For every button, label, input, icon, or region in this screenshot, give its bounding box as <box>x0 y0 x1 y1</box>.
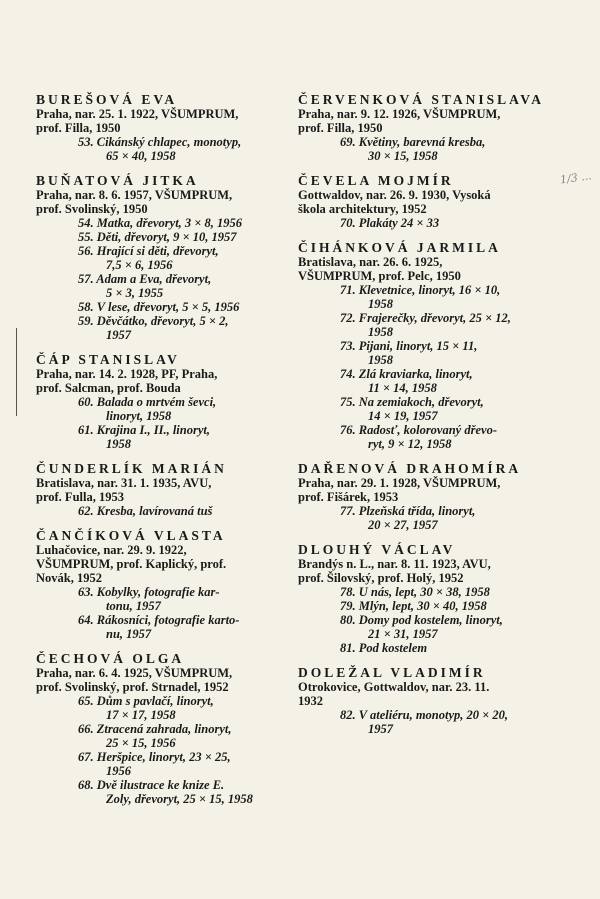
info-line: prof. Svolinský, 1950 <box>36 202 148 216</box>
artist-entry <box>298 173 568 230</box>
artist-name: DOLEŽAL VLADIMÍR <box>298 665 486 680</box>
info-line: prof. Šilovský, prof. Holý, 1952 <box>298 571 464 585</box>
info-line: Praha, nar. 25. 1. 1922, VŠUMPRUM, <box>36 107 239 121</box>
artist-name: ČERVENKOVÁ STANISLAVA <box>298 92 544 107</box>
work-line: 1958 <box>368 353 393 367</box>
works-list <box>340 216 568 230</box>
works-list <box>340 135 568 163</box>
work-line: 1956 <box>106 764 131 778</box>
work-line: linoryt, 1958 <box>106 409 172 423</box>
work-item <box>78 585 306 613</box>
work-item <box>78 244 306 272</box>
work-line: 63. Kobylky, fotografie kar- <box>78 585 220 599</box>
left-column <box>36 92 306 816</box>
work-line: 25 × 15, 1956 <box>106 736 176 750</box>
works-list <box>78 694 306 806</box>
work-line: tonu, 1957 <box>106 599 161 613</box>
artist-entry <box>36 528 306 641</box>
works-list <box>340 283 568 451</box>
work-item <box>340 423 568 451</box>
info-line: prof. Salcman, prof. Bouda <box>36 381 181 395</box>
work-line: 68. Dvě ilustrace ke knize E. <box>78 778 225 792</box>
work-item <box>78 135 306 163</box>
work-item <box>78 230 306 244</box>
info-line: 1932 <box>298 694 323 708</box>
info-line: Novák, 1952 <box>36 571 102 585</box>
info-line: prof. Svolinský, prof. Strnadel, 1952 <box>36 680 229 694</box>
handwritten-margin-note: 1/3 ... <box>559 169 593 187</box>
info-line: Praha, nar. 29. 1. 1928, VŠUMPRUM, <box>298 476 501 490</box>
work-line: 80. Domy pod kostelem, linoryt, <box>340 613 503 627</box>
right-column <box>298 92 568 746</box>
artist-name: DLOUHÝ VÁCLAV <box>298 542 456 557</box>
work-line: 65. Dům s pavlačí, linoryt, <box>78 694 214 708</box>
work-item <box>78 300 306 314</box>
work-line: 74. Zlá kraviarka, linoryt, <box>340 367 473 381</box>
work-line: 30 × 15, 1958 <box>368 149 438 163</box>
work-line: 73. Pijani, linoryt, 15 × 11, <box>340 339 478 353</box>
info-line: prof. Fulla, 1953 <box>36 490 124 504</box>
artist-entry <box>298 92 568 163</box>
work-line: 54. Matka, dřevoryt, 3 × 8, 1956 <box>78 216 243 230</box>
work-item <box>340 641 568 655</box>
artist-entry <box>298 461 568 532</box>
work-line: 66. Ztracená zahrada, linoryt, <box>78 722 232 736</box>
work-line: 78. U nás, lept, 30 × 38, 1958 <box>340 585 490 599</box>
artist-entry <box>36 352 306 451</box>
work-line: 1958 <box>106 437 131 451</box>
works-list <box>340 585 568 655</box>
work-line: 57. Adam a Eva, dřevoryt, <box>78 272 212 286</box>
info-line: Praha, nar. 9. 12. 1926, VŠUMPRUM, <box>298 107 501 121</box>
work-line: 11 × 14, 1958 <box>368 381 437 395</box>
work-item <box>340 367 568 395</box>
info-line: VŠUMPRUM, prof. Kaplický, prof. <box>36 557 227 571</box>
info-line: prof. Filla, 1950 <box>298 121 383 135</box>
info-line: Gottwaldov, nar. 26. 9. 1930, Vysoká <box>298 188 491 202</box>
work-item <box>78 504 306 518</box>
work-line: 72. Frajerečky, dřevoryt, 25 × 12, <box>340 311 511 325</box>
work-item <box>78 423 306 451</box>
artist-entry <box>36 173 306 342</box>
work-item <box>78 613 306 641</box>
info-line: Praha, nar. 14. 2. 1928, PF, Praha, <box>36 367 218 381</box>
artist-entry <box>298 665 568 736</box>
artist-info <box>36 476 306 504</box>
work-line: 82. V ateliéru, monotyp, 20 × 20, <box>340 708 509 722</box>
work-line: 67. Heršpice, linoryt, 23 × 25, <box>78 750 231 764</box>
work-line: 60. Balada o mrtvém ševci, <box>78 395 217 409</box>
work-line: 69. Květiny, barevná kresba, <box>340 135 486 149</box>
artist-name: ČANČÍKOVÁ VLASTA <box>36 528 226 543</box>
work-line: 58. V lese, dřevoryt, 5 × 5, 1956 <box>78 300 240 314</box>
artist-entry <box>36 461 306 518</box>
work-line: 75. Na zemiakoch, dřevoryt, <box>340 395 484 409</box>
works-list <box>340 504 568 532</box>
work-line: 81. Pod kostelem <box>340 641 428 655</box>
work-item <box>340 283 568 311</box>
work-line: 79. Mlýn, lept, 30 × 40, 1958 <box>340 599 487 613</box>
work-line: 1958 <box>368 297 393 311</box>
artist-name: DAŘENOVÁ DRAHOMÍRA <box>298 461 522 476</box>
artist-entry <box>36 651 306 806</box>
info-line: Bratislava, nar. 31. 1. 1935, AVU, <box>36 476 212 490</box>
work-line: 62. Kresba, lavírovaná tuš <box>78 504 213 518</box>
work-item <box>78 694 306 722</box>
artist-name: ČIHÁNKOVÁ JARMILA <box>298 240 501 255</box>
info-line: prof. Fišárek, 1953 <box>298 490 399 504</box>
works-list <box>78 585 306 641</box>
work-item <box>340 216 568 230</box>
works-list <box>78 216 306 342</box>
work-item <box>340 504 568 532</box>
info-line: Praha, nar. 6. 4. 1925, VŠUMPRUM, <box>36 666 233 680</box>
work-line: 20 × 27, 1957 <box>368 518 438 532</box>
work-item <box>78 722 306 750</box>
work-line: 7,5 × 6, 1956 <box>106 258 173 272</box>
work-line: 65 × 40, 1958 <box>106 149 176 163</box>
info-line: škola architektury, 1952 <box>298 202 427 216</box>
artist-info <box>36 543 306 585</box>
artist-info <box>36 666 306 694</box>
work-line: 1957 <box>106 328 131 342</box>
work-line: ryt, 9 × 12, 1958 <box>368 437 452 451</box>
work-item <box>340 311 568 339</box>
works-list <box>78 504 306 518</box>
work-item <box>340 599 568 613</box>
artist-info <box>36 107 306 135</box>
work-item <box>78 395 306 423</box>
artist-info <box>298 188 568 216</box>
work-line: 61. Krajina I., II., linoryt, <box>78 423 210 437</box>
work-item <box>340 339 568 367</box>
artist-info <box>298 107 568 135</box>
artist-name: ČÁP STANISLAV <box>36 352 180 367</box>
work-item <box>78 272 306 300</box>
margin-bracket <box>16 328 20 416</box>
work-item <box>340 395 568 423</box>
work-line: 53. Cikánský chlapec, monotyp, <box>78 135 242 149</box>
info-line: Brandýs n. L., nar. 8. 11. 1923, AVU, <box>298 557 491 571</box>
work-item <box>340 613 568 641</box>
work-line: 55. Děti, dřevoryt, 9 × 10, 1957 <box>78 230 237 244</box>
work-line: 59. Děvčátko, dřevoryt, 5 × 2, <box>78 314 229 328</box>
works-list <box>78 395 306 451</box>
artist-info <box>36 367 306 395</box>
work-line: 64. Rákosníci, fotografie karto- <box>78 613 240 627</box>
artist-entry <box>36 92 306 163</box>
artist-entry <box>298 542 568 655</box>
work-line: Zoly, dřevoryt, 25 × 15, 1958 <box>106 792 253 806</box>
work-item <box>340 585 568 599</box>
work-line: 56. Hrající si děti, dřevoryt, <box>78 244 219 258</box>
work-item <box>78 314 306 342</box>
artist-info <box>298 476 568 504</box>
artist-name: ČUNDERLÍK MARIÁN <box>36 461 227 476</box>
info-line: prof. Filla, 1950 <box>36 121 121 135</box>
artist-entry <box>298 240 568 451</box>
artist-info <box>298 557 568 585</box>
artist-info <box>298 680 568 708</box>
work-line: 76. Radosť, kolorovaný dřevo- <box>340 423 497 437</box>
info-line: Otrokovice, Gottwaldov, nar. 23. 11. <box>298 680 490 694</box>
info-line: Bratislava, nar. 26. 6. 1925, <box>298 255 443 269</box>
info-line: VŠUMPRUM, prof. Pelc, 1950 <box>298 269 461 283</box>
info-line: Luhačovice, nar. 29. 9. 1922, <box>36 543 187 557</box>
work-item <box>340 708 568 736</box>
work-item <box>78 216 306 230</box>
artist-info <box>298 255 568 283</box>
artist-info <box>36 188 306 216</box>
works-list <box>78 135 306 163</box>
work-line: 14 × 19, 1957 <box>368 409 438 423</box>
work-line: 77. Plzeňská třída, linoryt, <box>340 504 476 518</box>
artist-name: BUŇATOVÁ JITKA <box>36 173 199 188</box>
work-item <box>340 135 568 163</box>
work-item <box>78 750 306 778</box>
work-line: 70. Plakáty 24 × 33 <box>340 216 440 230</box>
info-line: Praha, nar. 8. 6. 1957, VŠUMPRUM, <box>36 188 233 202</box>
work-line: 71. Klevetnice, linoryt, 16 × 10, <box>340 283 501 297</box>
work-item <box>78 778 306 806</box>
work-line: 5 × 3, 1955 <box>106 286 164 300</box>
work-line: 17 × 17, 1958 <box>106 708 176 722</box>
artist-name: ČECHOVÁ OLGA <box>36 651 185 666</box>
works-list <box>340 708 568 736</box>
work-line: 21 × 31, 1957 <box>368 627 438 641</box>
work-line: nu, 1957 <box>106 627 152 641</box>
artist-name: BUREŠOVÁ EVA <box>36 92 178 107</box>
work-line: 1958 <box>368 325 393 339</box>
work-line: 1957 <box>368 722 393 736</box>
artist-name: ČEVELA MOJMÍR <box>298 173 454 188</box>
